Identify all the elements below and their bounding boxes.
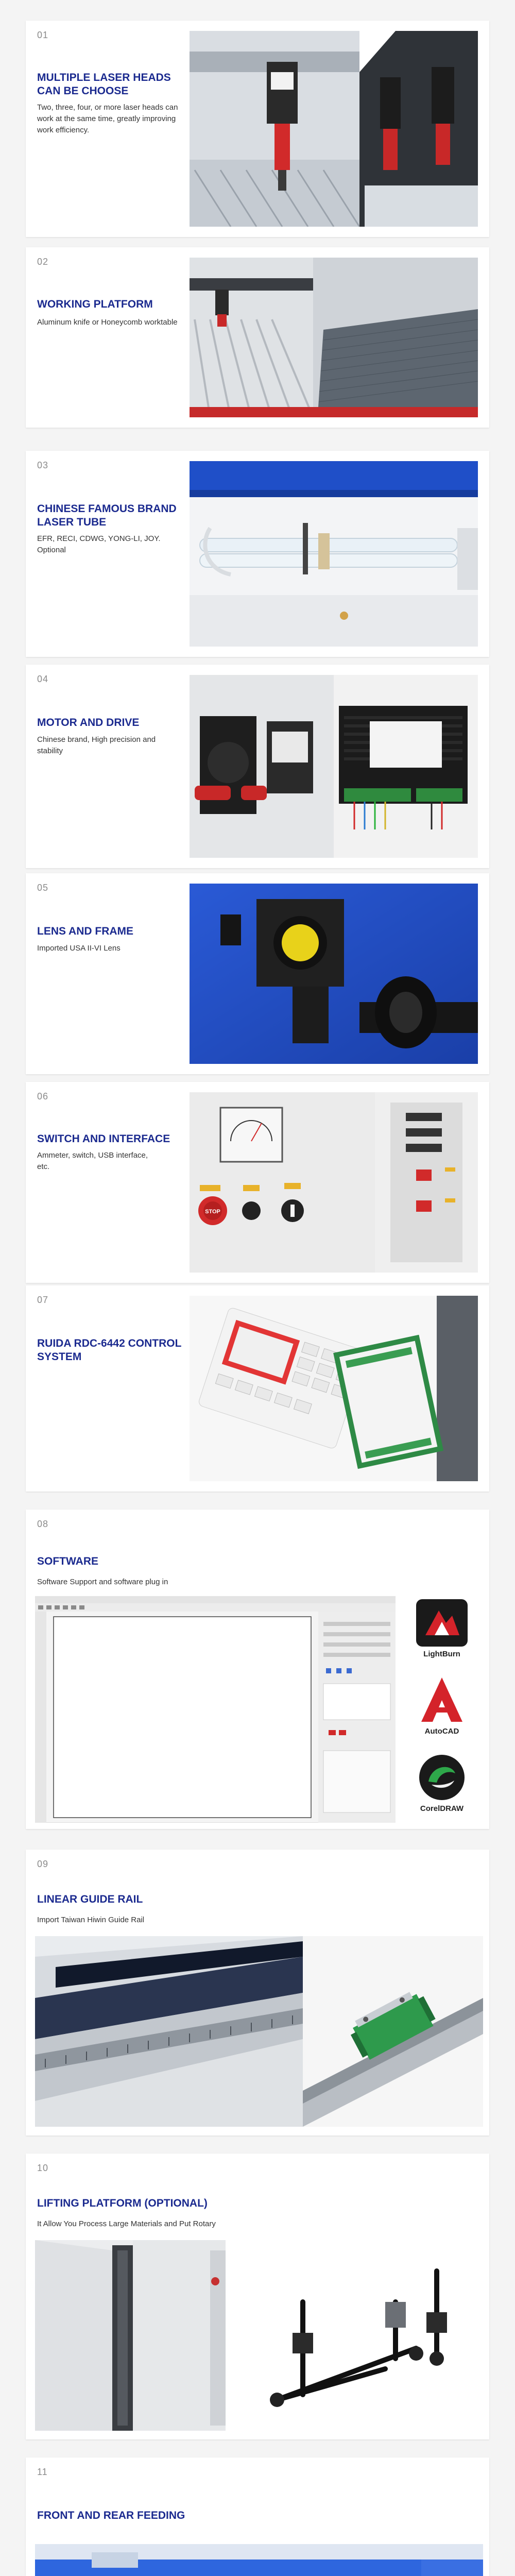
section-card-06 [26, 1082, 489, 1283]
section-card-09 [26, 1850, 489, 2136]
section-card-11 [26, 2458, 489, 2576]
section-number: 09 [37, 1859, 49, 1869]
section-title: LENS AND FRAME [37, 925, 134, 937]
lifting-platform-photo-left [35, 2240, 226, 2431]
coreldraw-logo [406, 1751, 478, 1823]
section-title: SOFTWARE [37, 1555, 98, 1567]
section-title: LIFTING PLATFORM (OPTIONAL) [37, 2197, 208, 2209]
section-title: LINEAR GUIDE RAIL [37, 1893, 143, 1905]
guide-rail-photo-right [303, 1936, 483, 2127]
section-card-02 [26, 247, 489, 428]
section-description: Import Taiwan Hiwin Guide Rail [37, 1916, 145, 1924]
section-number: 10 [37, 2163, 49, 2173]
software-logo-column [401, 1596, 483, 1823]
section-number: 04 [37, 674, 49, 684]
section-number: 02 [37, 257, 49, 267]
section-number: 08 [37, 1519, 49, 1529]
lightburn-logo [406, 1596, 478, 1668]
section-number: 01 [37, 30, 49, 40]
lightburn-label: LightBurn [423, 1650, 460, 1658]
section-description: Imported USA II-VI Lens [37, 944, 121, 953]
section-title: SWITCH AND INTERFACE [37, 1133, 170, 1145]
section-description: Two, three, four, or more laser heads can work at the same time, greatly improving work efficiency. [37, 103, 178, 134]
section-number: 05 [37, 883, 49, 893]
section-description: It Allow You Process Large Materials and Put Rotary [37, 2219, 216, 2228]
stop-label: STOP [205, 1209, 220, 1215]
section-description: Software Support and software plug in [37, 1578, 168, 1586]
section-title: RUIDA RDC-6442 CONTROL SYSTEM [37, 1337, 182, 1363]
section-number: 06 [37, 1091, 49, 1101]
section-card-10 [26, 2154, 489, 2439]
section-title: MULTIPLE LASER HEADS CAN BE CHOOSE [37, 72, 171, 97]
section-card-08 [26, 1510, 489, 1829]
section-number: 11 [37, 2467, 48, 2477]
rotary-attachment-photo [241, 2240, 483, 2431]
working-platform-photo [190, 258, 478, 417]
motor-driver-photo [190, 675, 478, 858]
software-screenshot [35, 1596, 396, 1823]
section-title: CHINESE FAMOUS BRAND LASER TUBE [37, 503, 177, 528]
section-number: 07 [37, 1295, 49, 1305]
laser-heads-photo [190, 31, 478, 227]
ruida-controller-photo [190, 1296, 478, 1481]
autocad-label: AutoCAD [424, 1727, 459, 1736]
section-title: WORKING PLATFORM [37, 298, 153, 310]
section-title: MOTOR AND DRIVE [37, 717, 140, 728]
section-title: FRONT AND REAR FEEDING [37, 2510, 185, 2521]
autocad-logo [406, 1673, 478, 1745]
section-description: Ammeter, switch, USB interface, etc. [37, 1151, 148, 1171]
section-card-03 [26, 451, 489, 657]
guide-rail-photo-left [35, 1936, 303, 2127]
lens-frame-photo [190, 884, 478, 1064]
coreldraw-label: CorelDRAW [420, 1804, 464, 1813]
switch-interface-photo [190, 1092, 478, 1273]
section-card-07 [26, 1285, 489, 1492]
section-description: Aluminum knife or Honeycomb worktable [37, 318, 178, 327]
front-rear-feeding-photo [35, 2544, 483, 2576]
section-card-05 [26, 873, 489, 1074]
section-card-04 [26, 665, 489, 868]
section-description: Chinese brand, High precision and stability [37, 735, 156, 755]
section-description: EFR, RECI, CDWG, YONG-LI, JOY. Optional [37, 534, 161, 554]
section-card-01 [26, 21, 489, 237]
section-number: 03 [37, 460, 49, 470]
laser-tube-photo [190, 461, 478, 647]
